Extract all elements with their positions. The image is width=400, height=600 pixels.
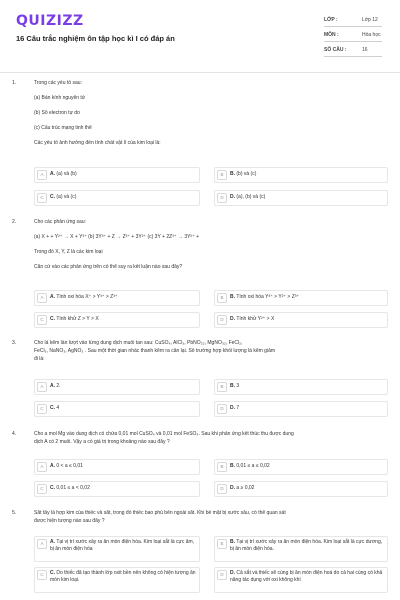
meta-subject-key: MÔN : [324,32,339,38]
option-c[interactable] [34,312,200,328]
meta-subject-value: Hóa học [362,32,381,38]
question-number: 2. [12,219,17,225]
meta-count-key: SỐ CÂU : [324,47,347,53]
option-text: 4 [56,405,60,411]
question-text: FeCl₃, NaNO₃, AgNO₃ . Sau một thời gian nhấc thanh kẽm ra cân lại. Số trường hợp khối lượng lá kẽm giảm [34,348,276,354]
meta-class [324,17,378,23]
question-text: (c) Cấu trúc mạng tinh thể [34,125,92,131]
meta-class-value: Lớp 12 [362,17,378,23]
option-letter: A [37,293,47,303]
option-c[interactable] [34,481,200,497]
option-b[interactable] [214,290,388,306]
option-lead: D. [230,570,235,576]
option-text: 0,01 ≤ a ≤ 0,02 [236,463,270,469]
option-b[interactable] [214,167,388,183]
option-text: (b) và (c) [236,171,257,177]
question-number: 1. [12,80,17,86]
option-lead: B. [230,383,235,389]
option-lead: A. [50,171,55,177]
question-text: dịch A có 2 muối. Vậy a có giá trị trong khoảng nào sau đây ? [34,439,170,445]
option-c[interactable] [34,567,200,593]
option-c[interactable] [34,401,200,417]
option-text: Tại vị trí xước xảy ra ăn mòn điện hóa. Kim loại sắt là cực âm, bị ăn mòn điện hóa [50,539,195,552]
question-text: Cho các phản ứng sau: [34,219,86,225]
option-letter: C [37,404,47,414]
option-letter: D [217,570,227,580]
question-text: (b) Số electron tự do [34,110,80,116]
option-letter: A [37,170,47,180]
question-text: được hiện tượng nào sau đây ? [34,518,105,524]
option-text: 0 < a ≤ 0,01 [56,463,83,469]
option-letter: B [217,382,227,392]
option-a[interactable] [34,379,200,395]
option-text: Tính oxi hóa Y³⁺ > Y²⁺ > Z³⁺ [236,294,300,300]
question-text: Cho lá kẽm lần lượt vào từng dung dịch muối tan sau: CuSO₄, AlCl₃, PbNO₃₂, MgNO₃₂, FeCl₂, [34,340,243,346]
option-text: Cả sắt và thiếc sẽ cùng bị ăn mòn điện hoá do cả hai cùng có khả năng tác dụng với oxi không khí [230,570,383,583]
option-text: (a), (b) và (c) [236,194,266,200]
option-d[interactable] [214,312,388,328]
question-number: 5. [12,510,17,516]
option-a[interactable] [34,167,200,183]
option-a[interactable] [34,290,200,306]
question-text: (a) X + + Y²⁺ → X + Y³⁺ (b) 3Y³⁺ + Z → Z³⁺ + 3Y²⁺ (c) 3Y + 2Z³⁺ → 3Y²⁺ + [34,234,200,240]
option-d[interactable] [214,481,388,497]
meta-class-key: LỚP : [324,17,338,23]
option-letter: D [217,193,227,203]
option-letter: C [37,315,47,325]
option-lead: A. [50,294,55,300]
option-letter: A [37,462,47,472]
option-lead: B. [230,539,235,545]
option-lead: C. [50,485,55,491]
meta-count [324,47,368,53]
option-letter: C [37,484,47,494]
option-lead: A. [50,463,55,469]
option-b[interactable] [214,536,388,562]
question-text: (a) Bán kính nguyên tử [34,95,86,101]
option-text: Do thiếc đã tạo thành lớp oxit bền nên không có hiện tượng ăn mòn kim loại. [50,570,196,583]
option-letter: B [217,462,227,472]
meta-subject [324,32,381,38]
option-a[interactable] [34,536,200,562]
option-letter: C [37,193,47,203]
option-text: 0,01 ≤ a < 0,02 [56,485,90,491]
option-text: Tại vị trí xước xảy ra ăn mòn điện hóa. Kim loại sắt là cực dương, bị ăn mòn điện hóa. [230,539,383,552]
document-title: 16 Câu trắc nghiệm ôn tập học kì I có đáp án [16,34,175,43]
option-lead: C. [50,194,55,200]
option-text: (a) và (c) [56,194,77,200]
option-lead: D. [230,316,235,322]
question-text: đi là: [34,356,45,362]
option-lead: A. [50,383,55,389]
question-number: 4. [12,431,17,437]
option-letter: D [217,484,227,494]
divider [324,26,382,27]
option-text: Tính oxi hóa X⁺ > Y³⁺ > Z³⁺ [56,294,118,300]
option-lead: D. [230,194,235,200]
option-letter: D [217,315,227,325]
option-letter: A [37,539,47,549]
option-lead: A. [50,539,55,545]
option-letter: D [217,404,227,414]
option-d[interactable] [214,190,388,206]
option-letter: A [37,382,47,392]
question-text: Trong đó X, Y, Z là các kim loại [34,249,103,255]
divider [324,56,382,57]
option-lead: D. [230,405,235,411]
option-letter: B [217,539,227,549]
meta-count-value: 16 [362,47,368,53]
option-c[interactable] [34,190,200,206]
option-b[interactable] [214,459,388,475]
question-number: 3. [12,340,17,346]
option-d[interactable] [214,401,388,417]
option-b[interactable] [214,379,388,395]
option-text: a ≥ 0,02 [236,485,255,491]
option-letter: B [217,170,227,180]
question-text: Căn cứ vào các phản ứng trên có thể suy ra kết luận nào sau đây? [34,264,183,270]
option-d[interactable] [214,567,388,593]
question-text: Cho a mol Mg vào dung dịch có chứa 0,01 mol CuSO₄ và 0,01 mol FeSO₄. Sau khi phản ứng kết thúc thu được dung [34,431,294,437]
option-lead: C. [50,316,55,322]
option-lead: B. [230,294,235,300]
option-lead: B. [230,171,235,177]
header-divider [0,72,400,73]
option-letter: C [37,570,47,580]
question-text: Trong các yếu tố sau: [34,80,82,86]
option-text: 3 [236,383,240,389]
option-lead: D. [230,485,235,491]
quizizz-logo: QUIZIZZ [16,13,84,29]
option-lead: C. [50,570,55,576]
option-lead: C. [50,405,55,411]
question-text: Các yếu tố ảnh hưởng đến tính chất vật lí của kim loại là: [34,140,161,146]
divider [324,41,382,42]
question-text: Sắt tây là hợp kim của thiếc và sắt, trong đó thiếc bao phủ bên ngoài sắt. Khi bề mặt bị xước sâu, có thể quan sát [34,510,286,516]
option-text: 2. [56,383,61,389]
option-text: Tính khử Z > Y > X [56,316,99,322]
option-letter: B [217,293,227,303]
option-text: Tính khử Y²⁺ > X [236,316,275,322]
option-lead: B. [230,463,235,469]
option-text: 7 [236,405,240,411]
option-a[interactable] [34,459,200,475]
option-text: (a) và (b) [56,171,77,177]
